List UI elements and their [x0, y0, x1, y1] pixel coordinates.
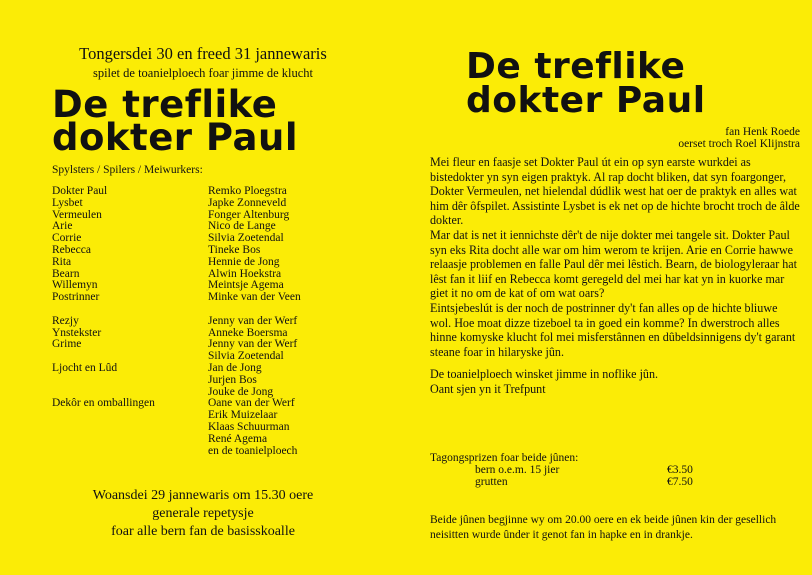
prices-heading: Tagongsprizen foar beide jûnen: [430, 452, 579, 464]
cast-member-name: Erik Muizelaar [208, 409, 278, 422]
right-page [406, 0, 812, 575]
price-value: €7.50 [667, 476, 693, 488]
cast-role: Lysbet [52, 196, 83, 209]
cast-role: Grime [52, 338, 82, 351]
credits [678, 126, 800, 150]
rehearsal-label: generale repetysje [152, 506, 254, 521]
cast-member-name: Fonger Altenburg [208, 208, 290, 221]
cast-member-name: en de toanielploech [208, 444, 298, 457]
cast-list [52, 186, 352, 457]
cast-row [52, 363, 352, 375]
cast-row [52, 292, 352, 304]
cast-member-name: Oane van der Werf [208, 397, 295, 410]
cast-member-name: Tineke Bos [208, 243, 261, 256]
wish-line-2: Oant sjen yn it Trefpunt [430, 381, 546, 396]
dress-rehearsal-note [0, 487, 406, 541]
cast-role [52, 422, 208, 434]
cast-row [52, 257, 352, 269]
cast-role: Ynstekster [52, 326, 102, 339]
cast-row [52, 410, 352, 422]
cast-role: Ljocht en Lûd [52, 361, 118, 374]
cast-role: Willemyn [52, 279, 98, 292]
cast-role: Postrinner [52, 291, 100, 304]
cast-member-name: René Agema [208, 432, 268, 445]
cast-group-players [52, 186, 352, 304]
play-title [52, 83, 299, 159]
cast-row [52, 328, 352, 340]
cast-row [52, 186, 352, 198]
cast-role: Bearn [52, 267, 80, 280]
cast-role: Rezjy [52, 314, 79, 327]
intro-subtitle: spilet de toanielploech foar jimme de klucht [92, 66, 314, 80]
price-row [430, 464, 800, 476]
cast-role [52, 434, 208, 446]
cast-role: Dekôr en omballingen [52, 397, 155, 410]
synopsis-paragraph-2: Mar dat is net it iennichste dêr't de nije dokter mei tangele sit. Dokter Paul syn eks Rita docht alle war om him werom te krijen. Arie en Corrie hawwe relaasje problemen en falle Paul dêr mei lêstich. Bearn, de biologyleraar hat lêst fan it liif en Rebecca komt geregeld del mei har kat yn in kuorke mar giet it no om de kat of om wat oars? [430, 227, 798, 301]
cast-role [52, 410, 208, 422]
performance-dates: Tongersdei 30 en freed 31 jannewaris [79, 44, 327, 63]
cast-role: Dokter Paul [52, 185, 108, 197]
cast-row [52, 210, 352, 222]
rehearsal-date: Woansdei 29 jannewaris om 15.30 oere [92, 488, 314, 503]
synopsis [430, 155, 800, 397]
price-row [430, 476, 800, 488]
closing-note: Beide jûnen begjinne wy om 20.00 oere en ek beide jûnen kin der gesellich neisitten wurde ûnder it genot fan in hapke en in drankje. [430, 514, 777, 541]
synopsis-paragraph-1: Mei fleur en faasje set Dokter Paul út ein op syn earste wurkdei as bistedokter yn syn eigen praktyk. Al rap docht bliken, dat syn foargonger, Dokter Vermeulen, net hielendal dúdlik west hat oer de praktyk en alles wat him dêr ôfspilet. Assistinte Lysbet is ek net op de hichte brocht troch de âlde dokter. [430, 155, 800, 228]
cast-row [52, 233, 352, 245]
cast-role: Vermeulen [52, 208, 102, 221]
cast-role: Rita [52, 255, 72, 268]
cast-group-crew [52, 316, 352, 458]
price-rows [430, 464, 800, 488]
cast-member-name: Jenny van der Werf [208, 314, 298, 327]
cast-member-name: Anneke Boersma [208, 326, 288, 339]
cast-member-name: Remko Ploegstra [208, 185, 287, 197]
cast-row [52, 422, 352, 434]
cast-member-name: Jan de Jong [208, 361, 262, 374]
price-label: grutten [475, 476, 508, 488]
cast-member-name: Alwin Hoekstra [208, 267, 282, 280]
price-value: €3.50 [667, 464, 693, 476]
cast-row [52, 316, 352, 328]
price-label: bern o.e.m. 15 jier [475, 464, 560, 476]
cast-row [52, 446, 352, 458]
cast-member-name: Silvia Zoetendal [208, 350, 284, 363]
cast-role [52, 446, 208, 458]
cast-member-name: Nico de Lange [208, 220, 276, 233]
author: fan Henk Roede [725, 126, 800, 138]
cast-member-name: Meintsje Agema [208, 279, 284, 292]
cast-spacer [52, 304, 352, 316]
wish-line-1: De toanielploech winsket jimme in noflike jûn. [430, 367, 659, 382]
cast-member-name: Jouke de Jong [208, 385, 274, 398]
cast-row [52, 221, 352, 233]
cast-member-name: Minke van der Veen [208, 291, 301, 304]
cast-member-name: Klaas Schuurman [208, 420, 290, 433]
cast-row [52, 245, 352, 257]
rehearsal-audience: foar alle bern fan de basisskoalle [111, 524, 295, 539]
cast-role: Arie [52, 220, 73, 233]
cast-member-name: Jenny van der Werf [208, 338, 298, 351]
play-title-right [466, 46, 706, 121]
cast-row [52, 339, 352, 351]
cast-row [52, 198, 352, 210]
cast-member-name: Hennie de Jong [208, 255, 280, 268]
cast-row [52, 434, 352, 446]
title-line-2: dokter Paul [52, 116, 299, 159]
cast-role [52, 375, 208, 387]
title-line-1: De treflike [466, 46, 686, 87]
cast-member-name: Jurjen Bos [208, 373, 257, 386]
synopsis-paragraph-3: Eintsjebeslút is der noch de postrinner dy't fan alles op de hichte bliuwe wol. Hoe moat dizze tizeboel ta in goed ein komme? In dwerstroch alles hinne komyske klucht fol mei misferstânnen en dûbeldsinnigens dy't garant steane foar in hilaryske jûn. [430, 300, 796, 359]
translator: oerset troch Roel Klijnstra [678, 138, 800, 150]
ticket-prices [430, 452, 800, 488]
cast-row [52, 375, 352, 387]
title-line-2: dokter Paul [466, 80, 706, 121]
cast-member-name: Japke Zonneveld [208, 196, 287, 209]
cast-role: Rebecca [52, 243, 91, 256]
cast-member-name: Silvia Zoetendal [208, 232, 284, 245]
cast-role: Corrie [52, 232, 82, 245]
title-line-1: De treflike [52, 83, 278, 126]
cast-row [52, 398, 352, 410]
cast-heading: Spylsters / Spilers / Meiwurkers: [52, 164, 203, 176]
